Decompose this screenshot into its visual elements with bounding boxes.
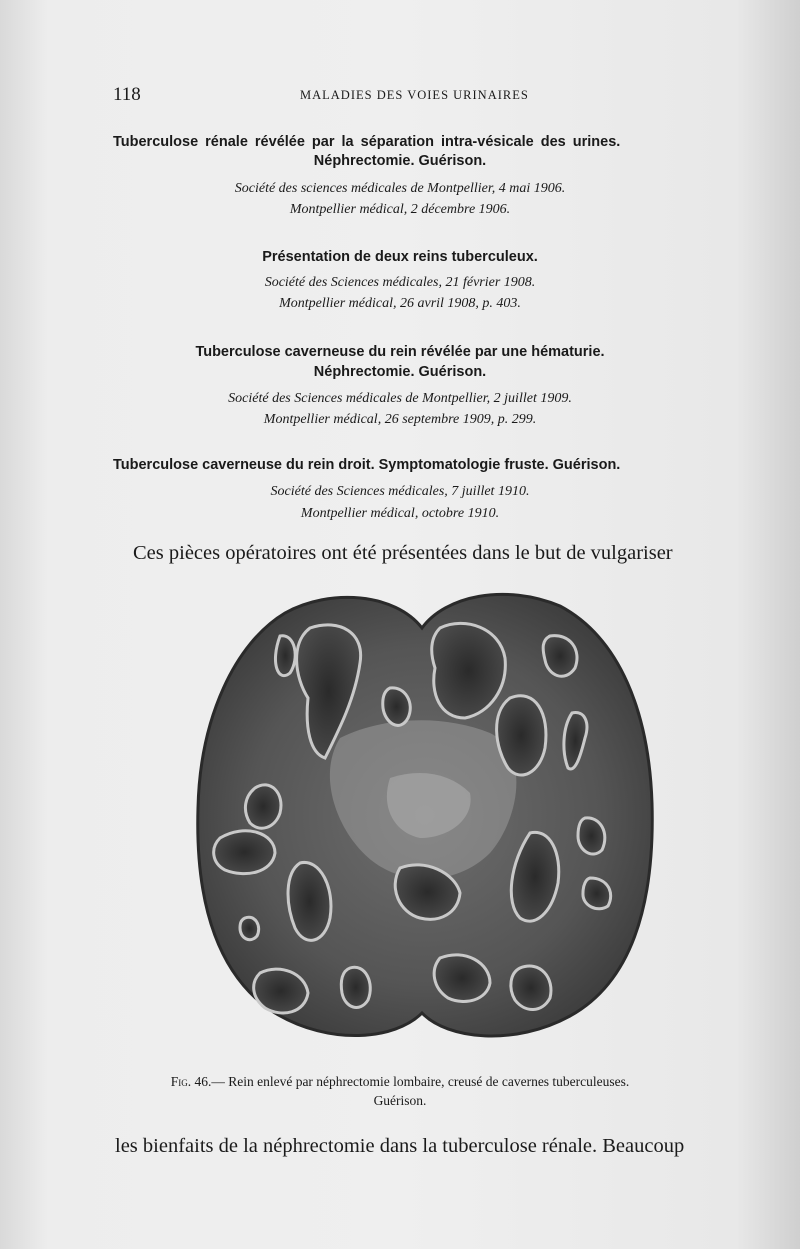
figure-caption-text: — Rein enlevé par néphrectomie lombaire, creusé de cavernes tuberculeuses. xyxy=(211,1074,630,1089)
entry-2-ref-1: Société des Sciences médicales, 21 février 1908. xyxy=(264,275,536,290)
entry-4-ref-1: Société des Sciences médicales, 7 juillet 1910. xyxy=(270,484,530,499)
figure-label: Fig. 46. xyxy=(170,1074,212,1089)
entry-3-title-line-1: Tuberculose caverneuse du rein révélée par une hématurie. xyxy=(195,344,605,360)
entry-4-ref-2: Montpellier médical, octobre 1910. xyxy=(300,506,500,521)
entry-2-ref-2: Montpellier médical, 26 avril 1908, p. 403. xyxy=(279,296,521,311)
entry-3-ref-1: Société des Sciences médicales de Montpellier, 2 juillet 1909. xyxy=(228,391,572,406)
body-paragraph-line-1: Ces pièces opératoires ont été présentées dans le but de vulgariser xyxy=(133,542,673,564)
entry-3-title-line-2: Néphrectomie. Guérison. xyxy=(313,364,487,380)
entry-4-title-line-1: Tuberculose caverneuse du rein droit. Symptomatologie fruste. Guérison. xyxy=(113,457,621,473)
entry-1-title-line-1: Tuberculose rénale révélée par la séparation intra-vésicale des urines. xyxy=(113,134,621,150)
entry-1-ref-2: Montpellier médical, 2 décembre 1906. xyxy=(289,202,511,217)
entry-2-title-line-1: Présentation de deux reins tuberculeux. xyxy=(262,249,538,265)
entry-1-ref-1: Société des sciences médicales de Montpellier, 4 mai 1906. xyxy=(234,181,566,196)
running-title: MALADIES DES VOIES URINAIRES xyxy=(300,88,529,102)
kidney-illustration xyxy=(190,588,660,1050)
figure-caption-line-1 xyxy=(0,1074,800,1090)
entry-3-ref-2: Montpellier médical, 26 septembre 1909, p. 299. xyxy=(263,412,537,427)
page-number: 118 xyxy=(113,84,141,105)
figure-caption-line-2: Guérison. xyxy=(373,1093,427,1108)
body-paragraph-line-2: les bienfaits de la néphrectomie dans la tuberculose rénale. Beaucoup xyxy=(115,1135,685,1157)
entry-1-title-line-2: Néphrectomie. Guérison. xyxy=(313,153,487,169)
